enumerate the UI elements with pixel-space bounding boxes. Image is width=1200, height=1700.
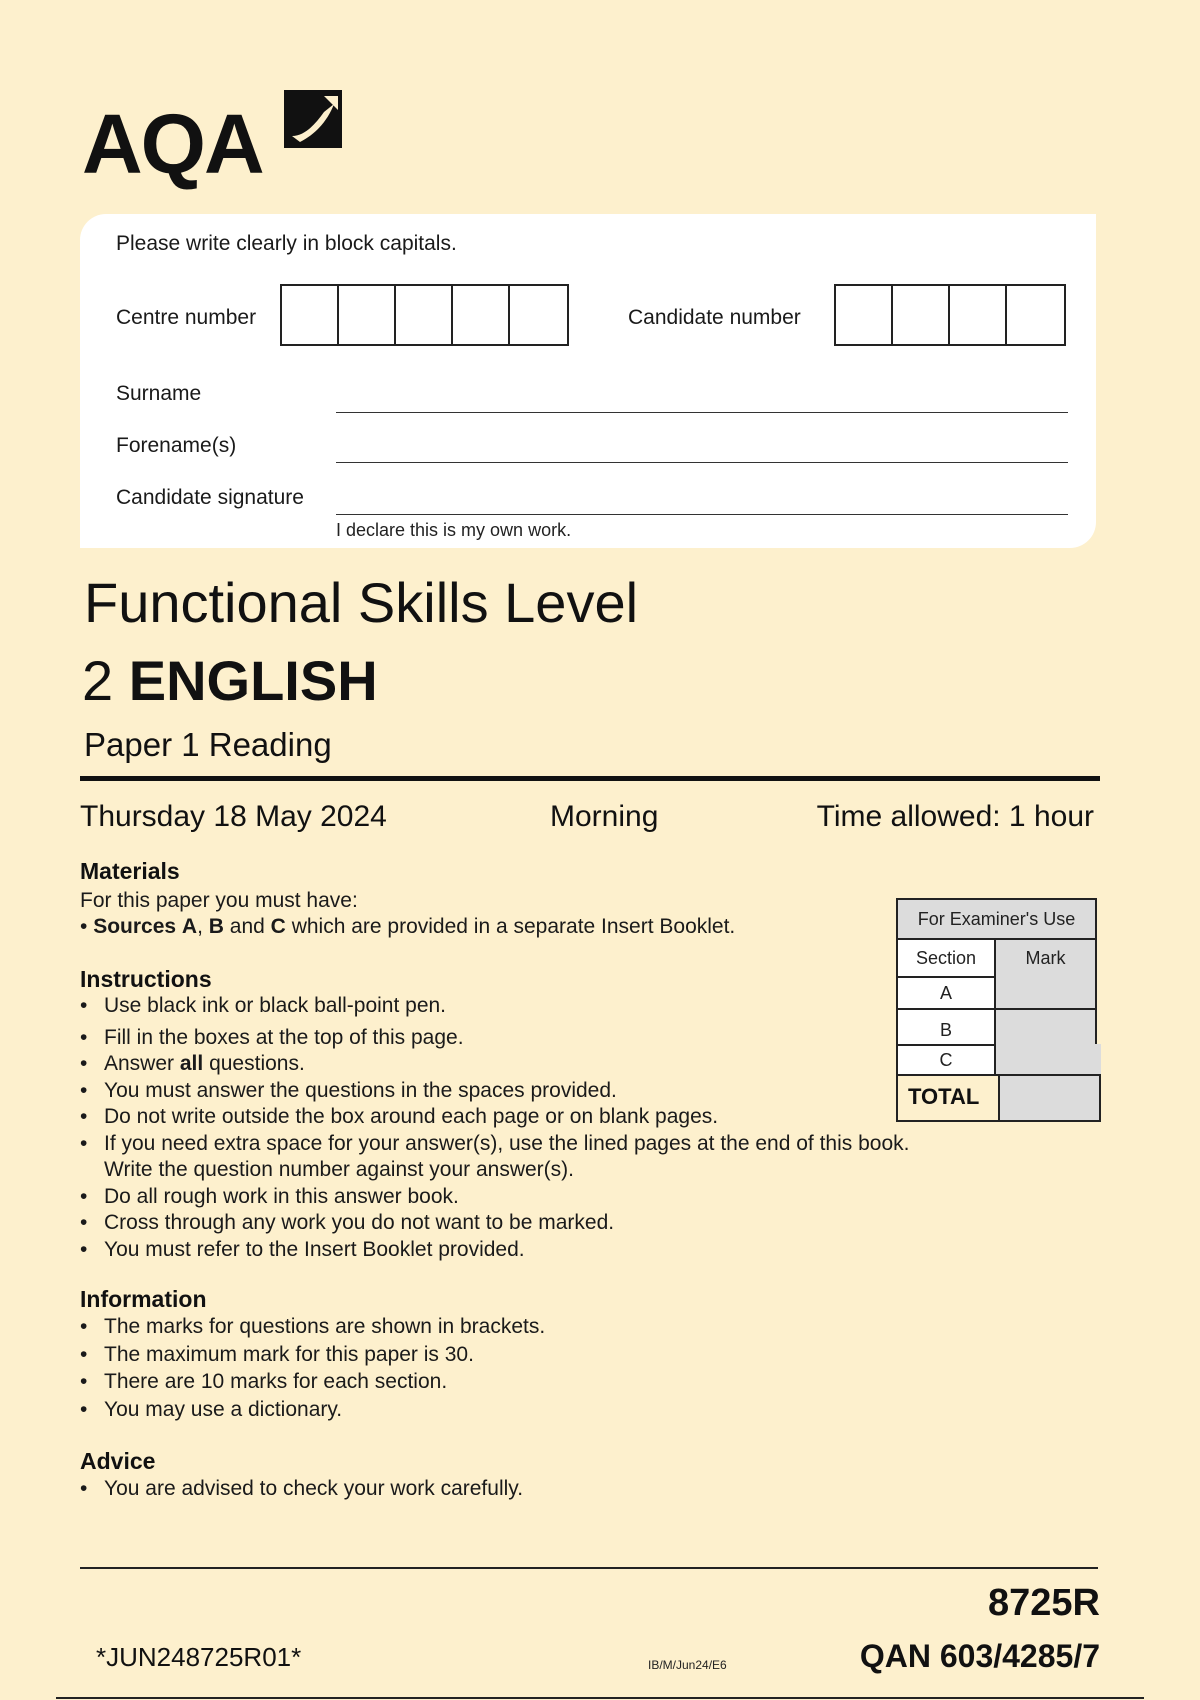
answer-all-pre: Answer	[104, 1052, 175, 1075]
section-b-cell: B	[896, 1008, 996, 1046]
candidate-number-digit[interactable]	[1007, 286, 1064, 344]
candidate-number-digit[interactable]	[893, 286, 950, 344]
materials-item-rest: which are provided in a separate Insert Booklet.	[291, 915, 736, 938]
answer-all-bold: all	[179, 1052, 204, 1075]
information-section	[80, 1286, 800, 1423]
signature-label: Candidate signature	[116, 486, 304, 509]
section-a-cell: A	[896, 976, 996, 1010]
list-item: • You may use a dictionary.	[80, 1396, 800, 1424]
time-allowed: Time allowed: 1 hour	[816, 800, 1094, 833]
centre-number-label: Centre number	[116, 306, 257, 329]
materials-and: and	[229, 915, 265, 938]
list-item: • Use black ink or black ball-point pen.	[80, 993, 960, 1020]
centre-number-digit[interactable]	[339, 286, 396, 344]
title-line-1: Functional Skills Level	[84, 571, 639, 634]
centre-number-digit[interactable]	[510, 286, 567, 344]
list-item: • You must answer the questions in the spaces provided.	[80, 1078, 960, 1105]
spec-code: 8725R	[988, 1582, 1100, 1624]
candidate-details-box	[80, 214, 1096, 548]
exam-date: Thursday 18 May 2024	[80, 800, 387, 833]
information-list	[80, 1313, 800, 1423]
list-item: • The maximum mark for this paper is 30.	[80, 1341, 800, 1369]
aqa-logo-mark-icon	[284, 90, 342, 148]
centre-number-boxes[interactable]	[280, 284, 569, 346]
list-item: • Fill in the boxes at the top of this page.	[80, 1025, 960, 1052]
centre-number-digit[interactable]	[453, 286, 510, 344]
candidate-number-boxes[interactable]	[834, 284, 1066, 346]
total-label: TOTAL	[896, 1074, 1000, 1122]
title-subject: ENGLISH	[128, 649, 378, 712]
list-item: • Do not write outside the box around each page or on blank pages.	[80, 1104, 960, 1131]
candidate-number-digit[interactable]	[836, 286, 893, 344]
materials-source-a: A	[181, 915, 198, 938]
qan-code: QAN 603/4285/7	[859, 1638, 1100, 1674]
section-column-header: Section	[896, 938, 996, 978]
information-heading: Information	[80, 1286, 207, 1312]
footer-divider	[80, 1567, 1098, 1569]
list-item: • Cross through any work you do not want to be marked.	[80, 1210, 960, 1237]
paper-title: Paper 1 Reading	[84, 726, 332, 763]
answer-all-post: questions.	[209, 1052, 305, 1075]
mark-column-header: Mark	[994, 938, 1097, 1010]
list-item	[80, 1051, 960, 1078]
materials-item: • Sources A, B and C which are provided in a separate Insert Booklet.	[80, 915, 736, 938]
surname-line[interactable]	[336, 412, 1068, 413]
list-item: • You must refer to the Insert Booklet provided.	[80, 1237, 960, 1264]
candidate-number-label: Candidate number	[628, 306, 801, 329]
materials-source-c: C	[270, 915, 286, 938]
list-item: • The marks for questions are shown in brackets.	[80, 1313, 800, 1341]
section-b-mark[interactable]	[994, 1008, 1097, 1046]
document-reference: IB/M/Jun24/E6	[648, 1658, 727, 1672]
page-bottom-rule	[56, 1697, 1144, 1699]
list-item: • There are 10 marks for each section.	[80, 1368, 800, 1396]
instructions-list	[80, 993, 960, 1263]
aqa-logo	[82, 86, 342, 191]
exam-session: Morning	[550, 800, 659, 833]
instructions-heading: Instructions	[80, 966, 212, 992]
list-item: • If you need extra space for your answer(s), use the lined pages at the end of this book.	[80, 1131, 960, 1158]
centre-number-digit[interactable]	[282, 286, 339, 344]
examiners-use-heading: For Examiner's Use	[896, 898, 1097, 938]
total-mark[interactable]	[998, 1074, 1101, 1122]
section-c-mark[interactable]	[994, 1044, 1101, 1076]
logo-text: AQA	[82, 97, 263, 191]
forename-label: Forename(s)	[116, 434, 237, 457]
block-capitals-instruction: Please write clearly in block capitals.	[116, 232, 457, 255]
list-item: • Do all rough work in this answer book.	[80, 1184, 960, 1211]
barcode-text: *JUN248725R01*	[96, 1642, 302, 1672]
materials-section	[80, 858, 800, 939]
section-c-cell: C	[896, 1044, 996, 1076]
materials-comma: ,	[197, 915, 203, 938]
centre-number-digit[interactable]	[396, 286, 453, 344]
advice-heading: Advice	[80, 1448, 156, 1474]
signature-line[interactable]	[336, 514, 1068, 515]
instructions-section	[80, 966, 960, 1263]
forename-line[interactable]	[336, 462, 1068, 463]
list-item: • You are advised to check your work carefully.	[80, 1475, 800, 1502]
title-level-number: 2	[82, 649, 114, 712]
materials-heading: Materials	[80, 858, 180, 884]
advice-list	[80, 1475, 800, 1502]
materials-sources-word: Sources	[93, 915, 177, 938]
title-divider	[80, 776, 1100, 781]
declaration-text: I declare this is my own work.	[336, 520, 572, 540]
surname-label: Surname	[116, 382, 202, 405]
advice-section	[80, 1448, 800, 1502]
title-line-2	[82, 648, 378, 713]
examiners-use-table	[896, 898, 1101, 1124]
materials-intro: For this paper you must have:	[80, 889, 358, 912]
materials-source-b: B	[208, 915, 224, 938]
list-item-continuation: Write the question number against your answer(s).	[104, 1158, 574, 1181]
candidate-number-digit[interactable]	[950, 286, 1007, 344]
